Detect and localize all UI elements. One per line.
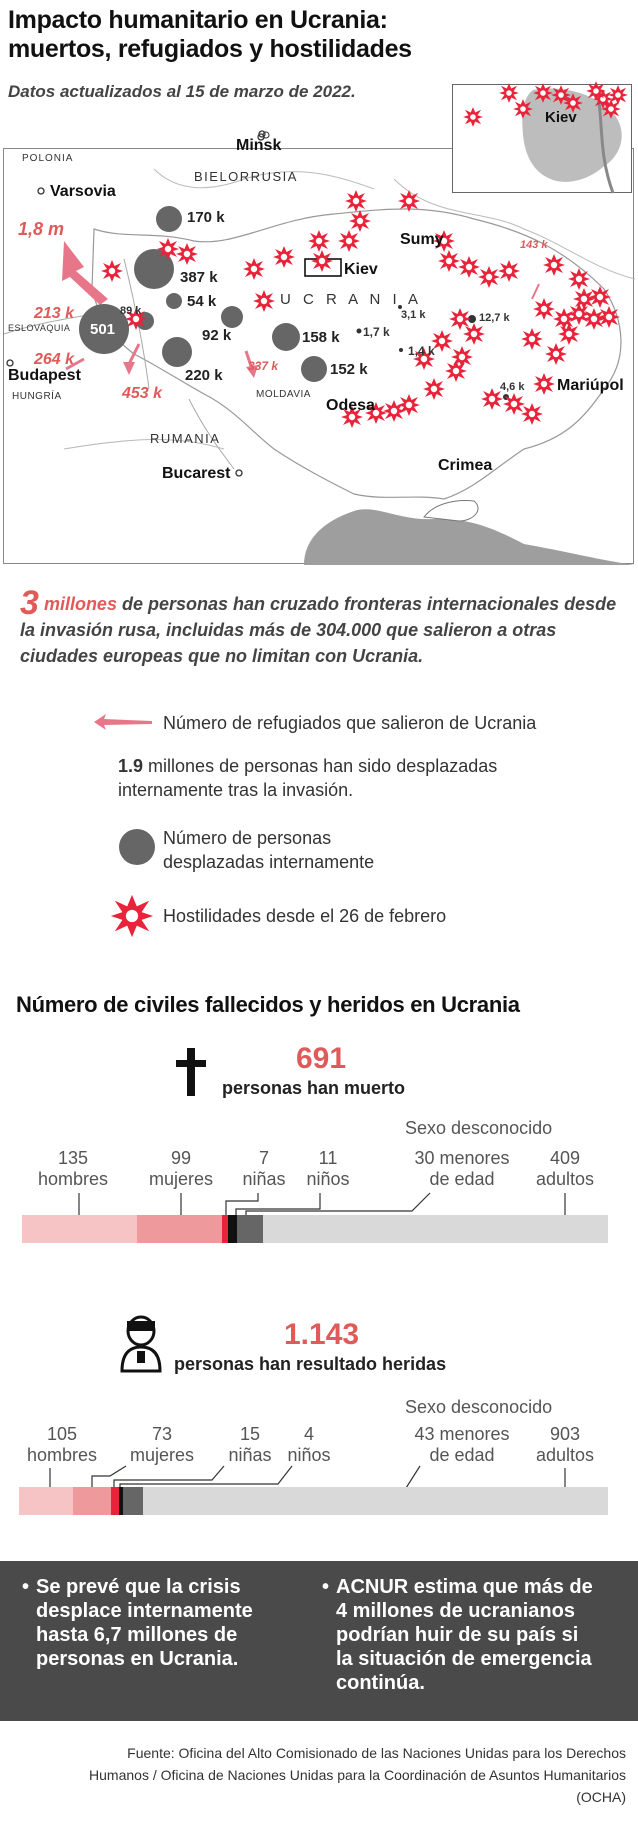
displaced-152: 152 k [330,361,368,378]
map-shapes [4,149,635,565]
displaced-1-7: 1,7 k [363,325,390,339]
dead-bar [22,1215,608,1245]
hostility-burst-icon [438,250,460,272]
note-left: • Se prevé que la crisis desplace internamente hasta 6,7 millones de personas en Ucrania. [22,1576,253,1670]
hostility-burst-icon [273,246,295,268]
hostility-burst-icon [311,250,333,272]
dead-boys: 11 niños [306,1148,350,1189]
hostility-burst-icon [449,308,471,330]
displaced-92: 92 k [202,327,232,344]
hostility-burst-icon [463,323,485,345]
city-odesa: Odesa [326,397,375,414]
displaced-54: 54 k [187,293,217,310]
label-bielorrusia: BIELORRUSIA [194,169,298,184]
hostility-burst-icon [458,256,480,278]
refugees-337: 337 k [248,359,279,373]
hostility-burst-icon [498,260,520,282]
displaced-220: 220 k [185,367,223,384]
inset-shapes [453,85,633,194]
city-crimea: Crimea [438,457,493,474]
label-hungria: HUNGRÍA [12,391,62,402]
hostility-burst-icon [589,286,611,308]
injured-men: 105 hombres [26,1424,98,1465]
bullet-icon: • [322,1576,330,1598]
kiev-inset [452,84,632,193]
refugees-453: 453 k [122,385,163,402]
hostility-burst-icon [545,343,567,365]
displaced-387: 387 k [180,269,218,286]
hostility-burst-icon [533,298,555,320]
refugees-213: 213 k [34,305,75,322]
refugees-264: 264 k [34,351,75,368]
city-sumy: Sumy [400,231,444,248]
displaced-501: 501 [90,321,116,338]
injured-boys: 4 niños [287,1424,331,1465]
legend-displaced-number: 1.9 [118,756,144,776]
city-mariupol: Mariúpol [557,377,624,394]
displaced-4-6: 4,6 k [500,381,525,393]
city-budapest: Budapest [8,367,81,384]
lead-number: 3 [20,584,39,622]
dead-unknown-sex: Sexo desconocido [405,1118,553,1138]
hostility-burst-icon [345,190,367,212]
displaced-158: 158 k [302,329,340,346]
label-eslovaquia: ESLOVAQUIA [8,323,71,333]
legend-burst-icon [106,893,158,939]
hostility-burst-icon [338,230,360,252]
label-polonia: POLONIA [22,153,74,164]
dead-minors: 30 menores de edad [414,1148,510,1189]
legend-circle-icon [119,829,155,865]
legend-refugees: Número de refugiados que salieron de Ucrania [163,713,537,733]
injured-minors: 43 menores de edad [414,1424,510,1465]
displaced-170: 170 k [187,209,225,226]
hostility-burst-icon [478,266,500,288]
legend-hostilities: Hostilidades desde el 26 de febrero [163,906,447,926]
dead-women: 99 mujeres [148,1148,214,1189]
hostility-burst-icon [253,290,275,312]
label-mar-negro: Mar Negro [334,463,396,477]
hostility-burst-icon [533,373,555,395]
city-minsk: Minsk [236,137,282,154]
hostility-burst-icon [568,303,590,325]
lead-body: de personas han cruzado fronteras internacionales desde la invasión rusa, incluidas más de 304.000 que salieron a otras ciudades europeas que no limitan con Ucrania. [20,594,617,666]
cross-icon [174,1048,208,1096]
injured-unknown-sex: Sexo desconocido [405,1397,553,1417]
page-title: Impacto humanitario en Ucrania: muertos, refugiados y hostilidades [8,6,412,63]
displaced-3-1: 3,1 k [401,309,426,321]
injured-label: personas han resultado heridas [174,1354,447,1374]
displaced-12-7: 12,7 k [479,312,510,324]
ukraine-map [3,137,634,564]
injured-bar [19,1487,608,1515]
city-varsovia: Varsovia [50,183,116,200]
hostility-burst-icon [521,328,543,350]
source-note: Fuente: Oficina del Alto Comisionado de las Naciones Unidas para los Derechos Humanos / Oficina de Naciones Unidas para la Coordinación de Asuntos Humanitarios (OCHA) [89,1745,626,1805]
hostility-burst-icon [558,323,580,345]
hostility-burst-icon [423,378,445,400]
injured-women: 73 mujeres [129,1424,195,1465]
hostility-burst-icon [349,210,371,232]
city-kiev: Kiev [344,261,378,278]
hostility-burst-icon [568,268,590,290]
injured-adults: 903 adultos [535,1424,595,1465]
hostility-burst-icon [383,400,405,422]
label-rumania: RUMANIA [150,431,221,446]
inset-kiev-label: Kiev [545,109,577,126]
displaced-89: 89 k [120,305,142,317]
legend-displaced-circle: Número de personas desplazadas internamente [163,828,375,872]
dead-total: 691 [296,1042,347,1075]
note-right: • ACNUR estima que más de 4 millones de ucranianos podrían huir de su país si la situación de emergencia continúa. [322,1576,593,1694]
injured-girls: 15 niñas [228,1424,272,1465]
displaced-1-4: 1,4 k [408,344,435,358]
hostility-burst-icon [573,288,595,310]
refugees-1-8m: 1,8 m [18,219,65,239]
city-bucarest: Bucarest [162,465,231,482]
lead-millions: millones [43,594,117,614]
dead-label: personas han muerto [222,1078,406,1098]
civilians-title: Número de civiles fallecidos y heridos en Ucrania [16,992,520,1017]
label-ucrania: U C R A N I A [280,291,423,308]
page-subtitle: Datos actualizados al 15 de marzo de 2022. [8,82,356,101]
injured-total: 1.143 [284,1318,360,1351]
hostility-burst-icon [243,258,265,280]
injured-person-icon [118,1315,164,1373]
bullet-icon: • [22,1576,30,1598]
legend-arrow-icon [94,712,154,732]
hostility-burst-icon [553,308,575,330]
label-moldavia: MOLDAVIA [256,389,311,400]
hostility-burst-icon [176,243,198,265]
dead-men: 135 hombres [37,1148,109,1189]
refugees-143: 143 k [520,239,548,251]
legend-displaced-total [118,754,498,802]
notes-panel [0,1561,638,1721]
hostility-burst-icon [101,260,123,282]
legend-displaced-text: millones de personas han sido desplazadas internamente tras la invasión. [118,756,498,800]
hostility-burst-icon [308,230,330,252]
hostility-burst-icon [543,254,565,276]
dead-girls: 7 niñas [242,1148,286,1189]
hostility-burst-icon [521,403,543,425]
dead-adults: 409 adultos [535,1148,595,1189]
lead-text [20,584,620,669]
